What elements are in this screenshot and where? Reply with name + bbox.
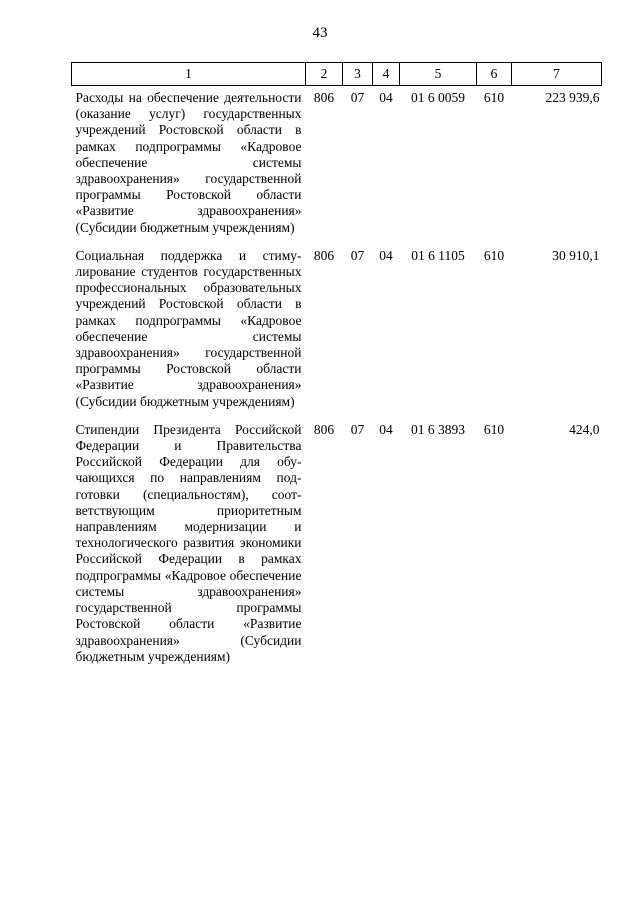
row-subsection-code: 04 bbox=[379, 90, 393, 105]
row-subsection-code: 04 bbox=[379, 247, 393, 263]
row-ministry-code: 806 bbox=[313, 90, 335, 105]
row-section-code: 07 bbox=[350, 421, 365, 437]
budget-table bbox=[71, 62, 602, 671]
row-description: Расходы на обеспечение деятельности (оказание услуг) государственных учреждений Ростовской области в рамках подпрограммы «Кадровое обеспечение системы здравоохранения» государственной программы Ростовской области «Развитие здравоохранения» (Субсидии бюджетным учреждениям) bbox=[75, 90, 302, 235]
table-row bbox=[72, 242, 602, 416]
column-header-6: 6 bbox=[477, 63, 512, 86]
table-header-row bbox=[72, 63, 602, 86]
row-description: Социальная поддержка и стимулирование студентов государственных профессиональных образовательных учреждений Ростовской области в рамках подпрограммы «Кадровое обеспечение системы здравоохранения» государственной программы Ростовской области «Развитие здравоохранения» (Субсидии бюджетным учреждениям) bbox=[75, 247, 302, 409]
row-target-article: 01 6 3893 bbox=[411, 421, 465, 437]
row-section-code: 07 bbox=[350, 247, 365, 263]
row-ministry-code: 806 bbox=[313, 247, 335, 263]
row-amount: 30 910,1 bbox=[552, 247, 600, 263]
row-section-code: 07 bbox=[350, 90, 365, 105]
column-header-7: 7 bbox=[512, 63, 602, 86]
column-header-3: 3 bbox=[343, 63, 373, 86]
row-subsection-code: 04 bbox=[379, 421, 393, 437]
row-description: Стипендии Президента Российской Федерации и Правительства Российской Федерации для обучающихся по направлениям подготовки (специальностям), соответствующим приоритетным направлениям модернизации и технологического развития экономики Российской Федерации в рамках подпрограммы «Кадровое обеспечение системы здравоохранения» государственной программы Ростовской области «Развитие здравоохранения» (Субсидии бюджетным учреждениям) bbox=[75, 421, 302, 664]
table-row bbox=[72, 416, 602, 671]
column-header-2: 2 bbox=[306, 63, 343, 86]
row-amount: 223 939,6 bbox=[545, 90, 600, 105]
column-header-5: 5 bbox=[400, 63, 477, 86]
row-amount: 424,0 bbox=[569, 421, 600, 437]
row-target-article: 01 6 0059 bbox=[411, 90, 465, 105]
row-expense-type: 610 bbox=[483, 421, 505, 437]
row-target-article: 01 6 1105 bbox=[411, 247, 465, 263]
page-number: 43 bbox=[312, 25, 328, 41]
row-expense-type: 610 bbox=[483, 247, 505, 263]
row-ministry-code: 806 bbox=[313, 421, 335, 437]
column-header-1: 1 bbox=[72, 63, 306, 86]
row-expense-type: 610 bbox=[483, 90, 505, 105]
table-row bbox=[72, 86, 602, 242]
column-header-4: 4 bbox=[373, 63, 400, 86]
